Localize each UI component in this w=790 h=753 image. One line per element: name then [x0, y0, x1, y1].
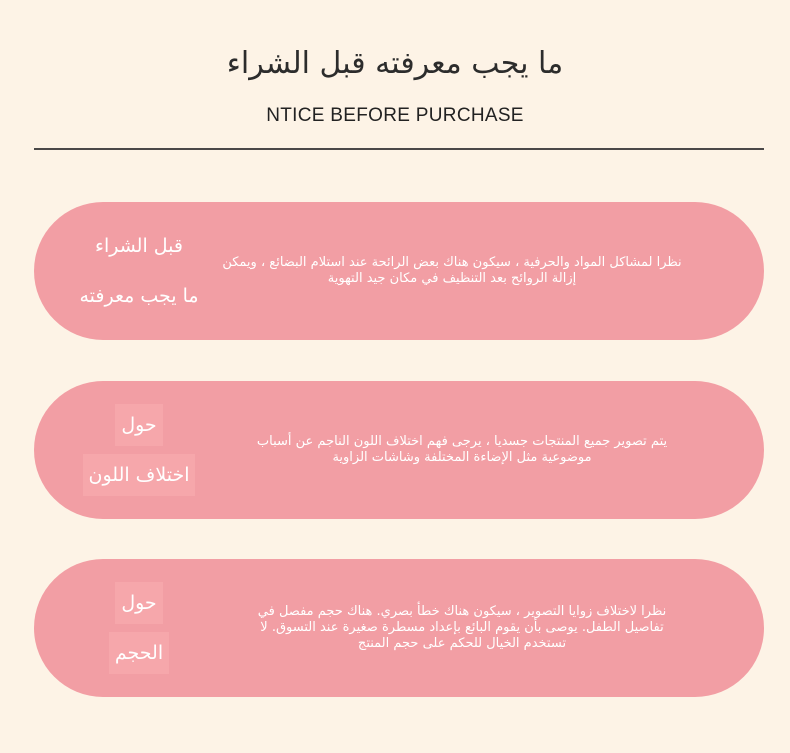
card-description: يتم تصوير جميع المنتجات جسديا ، يرجى فهم اختلاف اللون الناجم عن أسباب موضوعية مثل الإضاءة المختلفة وشاشات الزاوية	[256, 434, 668, 465]
header-divider	[34, 148, 764, 150]
card-label-line-2: الحجم	[109, 632, 169, 674]
page-title: ما يجب معرفته قبل الشراء	[226, 46, 564, 81]
card-label-line-1: قبل الشراء	[95, 235, 183, 257]
card-label-line-1: حول	[115, 404, 162, 446]
card-label-line-2: ما يجب معرفته	[79, 285, 199, 307]
notice-card-color-difference	[34, 381, 764, 519]
page-subtitle: NTICE BEFORE PURCHASE	[266, 105, 524, 126]
card-label	[74, 202, 204, 340]
card-label	[74, 559, 204, 697]
card-label	[74, 381, 204, 519]
card-label-line-2: اختلاف اللون	[83, 454, 196, 496]
notice-card-before-purchase	[34, 202, 764, 340]
card-description: نظرا لاختلاف زوايا التصوير ، سيكون هناك خطأ بصري. هناك حجم مفصل في تفاصيل الطفل. يوصى بأن يقوم البائع بإعداد مسطرة صغيرة عند التسوق. لا تستخدم الخيال للحكم على حجم المنتج	[257, 604, 667, 651]
card-label-line-1: حول	[115, 582, 162, 624]
notice-card-size	[34, 559, 764, 697]
card-description: نظرا لمشاكل المواد والحرفية ، سيكون هناك بعض الرائحة عند استلام البضائع ، ويمكن إزالة الروائح بعد التنظيف في مكان جيد التهوية	[222, 255, 682, 286]
